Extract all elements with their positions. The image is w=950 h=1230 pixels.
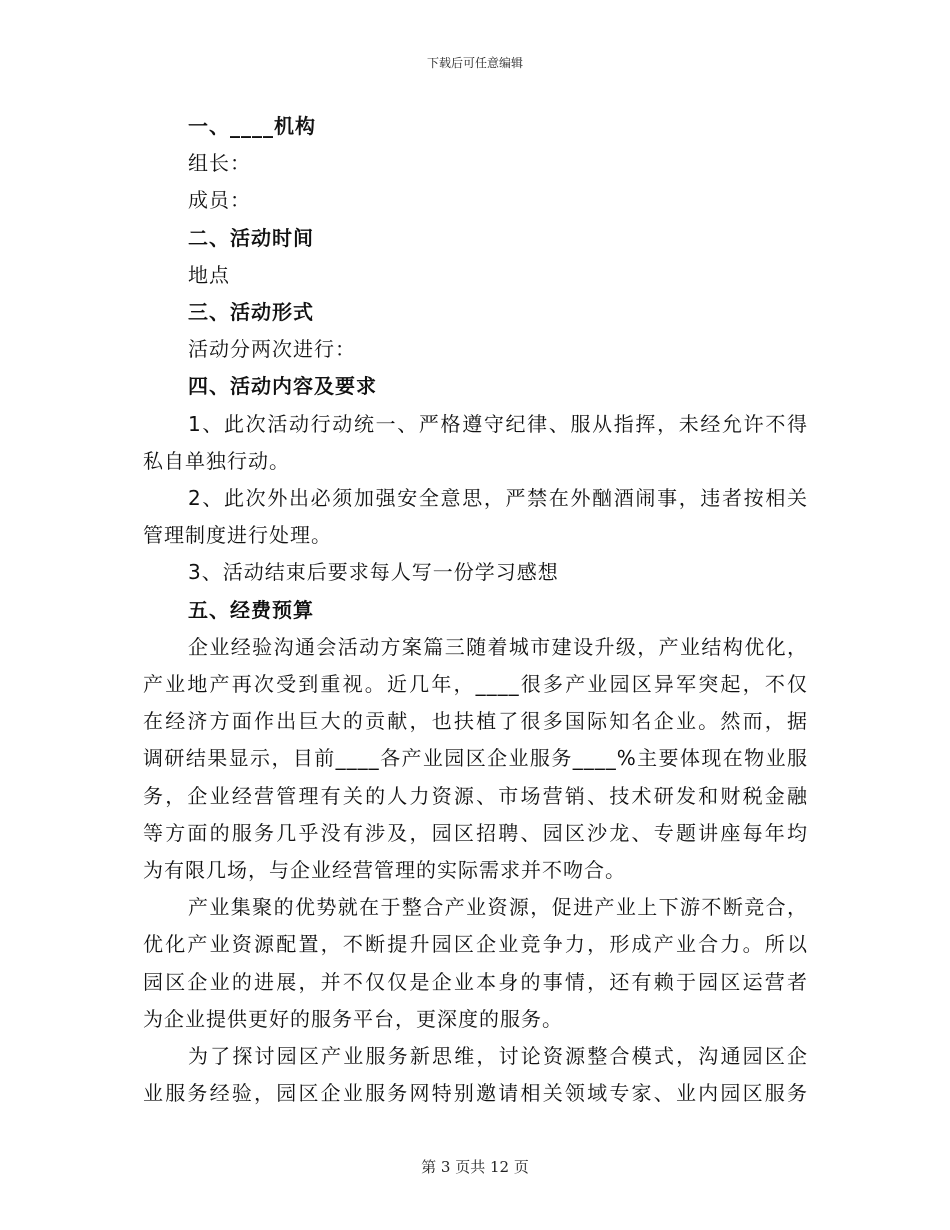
text-line: 私自单独行动。 bbox=[143, 448, 290, 473]
text-line: 管理制度进行处理。 bbox=[143, 523, 332, 548]
page-number: 第 3 页共 12 页 bbox=[421, 1158, 529, 1176]
text-line: 为了探讨园区产业服务新思维，讨论资源整合模式，沟通园区企 bbox=[188, 1044, 808, 1069]
text-line: 务，企业经营管理有关的人力资源、市场营销、技术研发和财税金融 bbox=[143, 783, 808, 808]
text-line: 为企业提供更好的服务平台，更深度的服务。 bbox=[143, 1006, 563, 1031]
text-line: 为有限几场，与企业经营管理的实际需求并不吻合。 bbox=[143, 858, 626, 883]
text-line: 地点 bbox=[188, 262, 230, 287]
text-line: 成员： bbox=[188, 188, 251, 213]
text-line: 3、活动结束后要求每人写一份学习感想 bbox=[188, 560, 559, 585]
text-line: 优化产业资源配置，不断提升园区企业竞争力，形成产业合力。所以 bbox=[143, 932, 808, 957]
text-line: 企业经验沟通会活动方案篇三随着城市建设升级，产业结构优化， bbox=[188, 634, 808, 659]
text-line: 2、此次外出必须加强安全意思，严禁在外酗酒闹事，违者按相关 bbox=[188, 486, 808, 511]
page-header-note: 下载后可任意编辑 bbox=[426, 56, 523, 70]
text-line: 园区企业的进展，并不仅仅是企业本身的事情，还有赖于园区运营者 bbox=[143, 969, 808, 994]
document-body bbox=[143, 108, 808, 1112]
section-heading: 二、活动时间 bbox=[188, 225, 314, 250]
section-heading: 一、____机构 bbox=[188, 114, 316, 138]
text-line: 活动分两次进行： bbox=[188, 337, 356, 362]
section-heading: 五、经费预算 bbox=[188, 597, 314, 622]
text-line: 等方面的服务几乎没有涉及，园区招聘、园区沙龙、专题讲座每年均 bbox=[143, 820, 808, 845]
text-line: 1、此次活动行动统一、严格遵守纪律、服从指挥，未经允许不得 bbox=[188, 411, 808, 436]
text-line: 在经济方面作出巨大的贡献，也扶植了很多国际知名企业。然而，据 bbox=[143, 709, 808, 734]
text-line: 产业集聚的优势就在于整合产业资源，促进产业上下游不断竞合， bbox=[188, 895, 808, 920]
text-line: 业服务经验，园区企业服务网特别邀请相关领域专家、业内园区服务 bbox=[143, 1081, 808, 1106]
text-line: 组长： bbox=[188, 151, 251, 176]
section-heading: 三、活动形式 bbox=[188, 300, 314, 325]
text-line: 调研结果显示，目前____各产业园区企业服务____%主要体现在物业服 bbox=[143, 746, 808, 771]
text-line: 产业地产再次受到重视。近几年，____很多产业园区异军突起，不仅 bbox=[143, 672, 808, 697]
section-heading: 四、活动内容及要求 bbox=[188, 374, 377, 399]
